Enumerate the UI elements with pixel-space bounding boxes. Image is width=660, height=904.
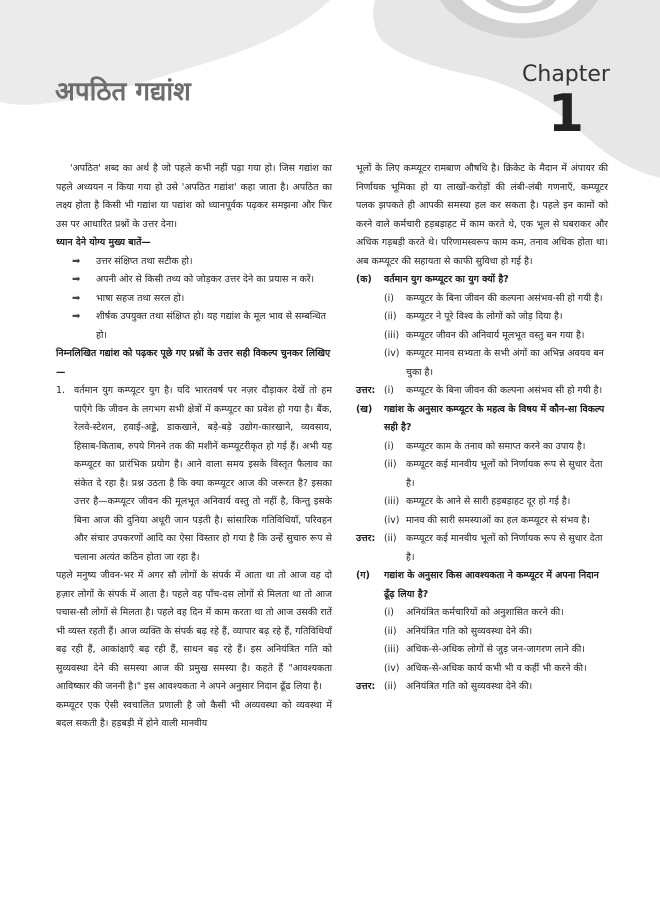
- chapter-number: 1: [547, 84, 585, 144]
- question-label: (क): [356, 274, 372, 285]
- option-item: [356, 345, 608, 382]
- left-column: [56, 160, 332, 734]
- option-item: [356, 456, 608, 493]
- option-number: (iii): [384, 329, 400, 341]
- question-text: गद्यांश के अनुसार कम्प्यूटर के महत्व के विषय में कौन-सा विकल्प सही है?: [384, 403, 605, 433]
- question-label: (ग): [356, 570, 370, 581]
- option-item: [356, 512, 608, 531]
- option-text: कम्प्यूटर काम के तनाव को समाप्त करने का उपाय है।: [406, 440, 586, 452]
- question-kha: [356, 401, 608, 438]
- option-text: अनियंत्रित गति को सुव्यवस्था देने की।: [406, 625, 533, 637]
- instruction-text: निम्नलिखित गद्यांश को पढ़कर पूछे गए प्रश्नों के उत्तर सही विकल्प चुनकर लिखिए—: [56, 348, 331, 378]
- option-item: [356, 438, 608, 457]
- passage-item: [56, 382, 332, 567]
- question-ka: [356, 271, 608, 290]
- option-text: अनियंत्रित कर्मचारियों को अनुशासित करने की।: [406, 607, 564, 618]
- option-number: (iv): [384, 514, 400, 526]
- option-text: कम्प्यूटर जीवन की अनिवार्य मूलभूत वस्तु बन गया है।: [406, 329, 585, 341]
- option-item: [356, 308, 608, 327]
- option-item: [356, 327, 608, 346]
- option-number: (iii): [384, 496, 400, 507]
- option-number: (iii): [384, 644, 400, 655]
- option-item: [356, 660, 608, 679]
- point-text: शीर्षक उपयुक्त तथा संक्षिप्त हो। यह गद्यांश के मूल भाव से सम्बन्धित हो।: [96, 311, 326, 341]
- option-number: (i): [384, 607, 394, 618]
- option-number: (ii): [384, 311, 397, 322]
- answer-text: कम्प्यूटर के बिना जीवन की कल्पना असंभव सी हो गयी है।: [406, 385, 603, 396]
- point-text: उत्तर संक्षिप्त तथा सटीक हो।: [96, 255, 193, 267]
- option-text: कम्प्यूटर ने पूरे विश्व के लोगों को जोड़ दिया है।: [406, 311, 563, 322]
- passage-paragraph-2: पहले मनुष्य जीवन-भर में अगर सौ लोगों के संपर्क में आता था तो आज वह दो हज़ार लोगों के संपर्क में आता है। पहले वह पाँच-दस लोगों से मिलता था तो आज पचास-सौ लोगों से मिलता है। पहले वह दिन में काम करता था तो आज उसकी रातें भी व्यस्त रहती हैं। आज व्यक्ति के संपर्क बढ़ रहे हैं, व्यापार बढ़ रहे हैं, गतिविधियाँ बढ़ रही हैं, आकांक्षाएँ बढ़ रही हैं, साधन बढ़ रहे हैं। इस अनियंत्रित गति को सुव्यवस्था देने की समस्या आज की प्रमुख समस्या है। कहते हैं "आवश्यकता आविष्कार की जननी है।" इस आवश्यकता ने अपने अनुसार निदान ढूँढ लिया है।: [56, 570, 332, 692]
- question-ga: [356, 567, 608, 604]
- option-item: [356, 493, 608, 512]
- option-number: (iv): [384, 348, 400, 359]
- answer-number: (ii): [384, 533, 397, 544]
- answer-item: [356, 382, 608, 401]
- passage-paragraph-1: वर्तमान युग कम्प्यूटर युग है। यदि भारतवर्ष पर नज़र दौड़ाकर देखें तो हम पाएँगे कि जीवन के लगभग सभी क्षेत्रों में कम्प्यूटर का प्रवेश हो गया है। बैंक, रेलवे-स्टेशन, हवाई-अड्डे, डाकखाने, बड़े-बड़े उद्योग-कारखाने, व्यवसाय, हिसाब-किताब, रुपये गिनने तक की मशीनें कम्प्यूटरीकृत हो गई हैं। अभी यह कम्प्यूटर का प्रारंभिक प्रयोग है। आने वाला समय इसके विस्तृत फैलाव का संकेत दे रहा है। प्रश्न उठता है कि क्या कम्प्यूटर आज की जरूरत है? इसका उत्तर है—कम्प्यूटर जीवन की मूलभूत अनिवार्य वस्तु तो नहीं है, किन्तु इसके बिना आज की दुनिया अधूरी जान पड़ती है। सांसारिक गतिविधियाँ, परिवहन और संचार उपकरणों आदि का ऐसा विस्तार हो गया है कि उन्हें सुचारु रूप से चलाना अत्यंत कठिन होता जा रहा है।: [74, 385, 332, 563]
- answer-label: उत्तर:: [356, 385, 376, 396]
- option-item: [356, 604, 608, 623]
- option-number: (ii): [384, 459, 397, 470]
- point-text: भाषा सहज तथा सरल हो।: [96, 292, 185, 304]
- point-item: [56, 290, 332, 309]
- point-text: अपनी ओर से किसी तथ्य को जोड़कर उत्तर देने का प्रयास न करें।: [96, 274, 315, 285]
- option-text: मानव की सारी समस्याओं का हल कम्प्यूटर से संभव है।: [406, 514, 590, 526]
- option-text: अधिक-से-अधिक कार्य कभी भी व कहीं भी करने की।: [406, 662, 587, 674]
- point-item: [56, 271, 332, 290]
- answer-label: उत्तर:: [356, 533, 376, 544]
- question-label: (ख): [356, 403, 373, 415]
- item-number: 1.: [56, 385, 65, 396]
- option-text: कम्प्यूटर मानव सभ्यता के सभी अंगों का अभिन्न अवयव बन चुका है।: [406, 348, 604, 378]
- option-text: कम्प्यूटर के बिना जीवन की कल्पना असंभव-सी हो गयी है।: [406, 292, 603, 304]
- arrow-icon: ➡: [72, 292, 81, 304]
- answer-text: कम्प्यूटर कई मानवीय भूलों को निर्णायक रूप से सुधार देता है।: [406, 533, 603, 563]
- option-number: (ii): [384, 625, 397, 637]
- option-item: [356, 290, 608, 309]
- option-text: कम्प्यूटर के आने से सारी हड़बड़ाहट दूर हो गई है।: [406, 496, 571, 507]
- page-title: अपठित गद्यांश: [55, 77, 191, 107]
- option-text: कम्प्यूटर कई मानवीय भूलों को निर्णायक रूप से सुधार देता है।: [406, 459, 603, 489]
- option-number: (i): [384, 440, 394, 452]
- points-heading: ध्यान देने योग्य मुख्य बातें—: [56, 237, 151, 248]
- chapter-label: Chapter: [522, 62, 610, 87]
- answer-item: [356, 678, 608, 697]
- answer-number: (ii): [384, 681, 397, 692]
- point-item: [56, 253, 332, 272]
- point-item: [56, 308, 332, 345]
- option-item: [356, 623, 608, 642]
- right-column: [356, 160, 608, 697]
- answer-number: (i): [384, 385, 394, 396]
- passage-continuation: भूलों के लिए कम्प्यूटर रामबाण औषधि है। क्रिकेट के मैदान में अंपायर की निर्णायक भूमिका हो या लाखों-करोड़ों की लंबी-लंबी गणनाएँ, कम्प्यूटर पलक झपकते ही आपकी समस्या हल कर सकता है। पहले इन कामों को करने वाले कर्मचारी हड़बड़ाहट में काम करते थे, एक भूल से घबराकर और अधिक गड़बड़ी करते थे। परिणामस्वरूप काम कम, तनाव अधिक होता था। अब कम्प्यूटर की सहायता से काफी सुविधा हो गई है।: [356, 163, 608, 267]
- arrow-icon: ➡: [72, 274, 81, 285]
- option-number: (i): [384, 292, 394, 304]
- answer-item: [356, 530, 608, 567]
- option-number: (iv): [384, 662, 400, 674]
- intro-paragraph: 'अपठित' शब्द का अर्थ है जो पहले कभी नहीं पढ़ा गया हो। जिस गद्यांश का पहले अध्ययन न किया गया हो उसे 'अपठित गद्यांश' कहा जाता है। अपठित का लक्ष्य होता है किसी भी गद्यांश या पद्यांश को ध्यानपूर्वक पढ़कर समझना और फिर उस पर आधारित प्रश्नों के उत्तर देना।: [56, 163, 332, 230]
- arrow-icon: ➡: [72, 255, 81, 267]
- question-text: वर्तमान युग कम्प्यूटर का युग क्यों है?: [384, 274, 509, 285]
- option-text: अधिक-से-अधिक लोगों से जुड़ जन-जागरण लाने की।: [406, 644, 585, 655]
- question-text: गद्यांश के अनुसार किस आवश्यकता ने कम्प्यूटर में अपना निदान ढूँढ़ लिया है?: [384, 570, 599, 600]
- arrow-icon: ➡: [72, 311, 81, 322]
- answer-label: उत्तर:: [356, 681, 376, 692]
- option-item: [356, 641, 608, 660]
- answer-text: अनियंत्रित गति को सुव्यवस्था देने की।: [406, 681, 533, 692]
- passage-paragraph-3: कम्प्यूटर एक ऐसी स्वचालित प्रणाली है जो कैसी भी अव्यवस्था को व्यवस्था में बदल सकती है। हड़बड़ी में होने वाली मानवीय: [56, 699, 332, 729]
